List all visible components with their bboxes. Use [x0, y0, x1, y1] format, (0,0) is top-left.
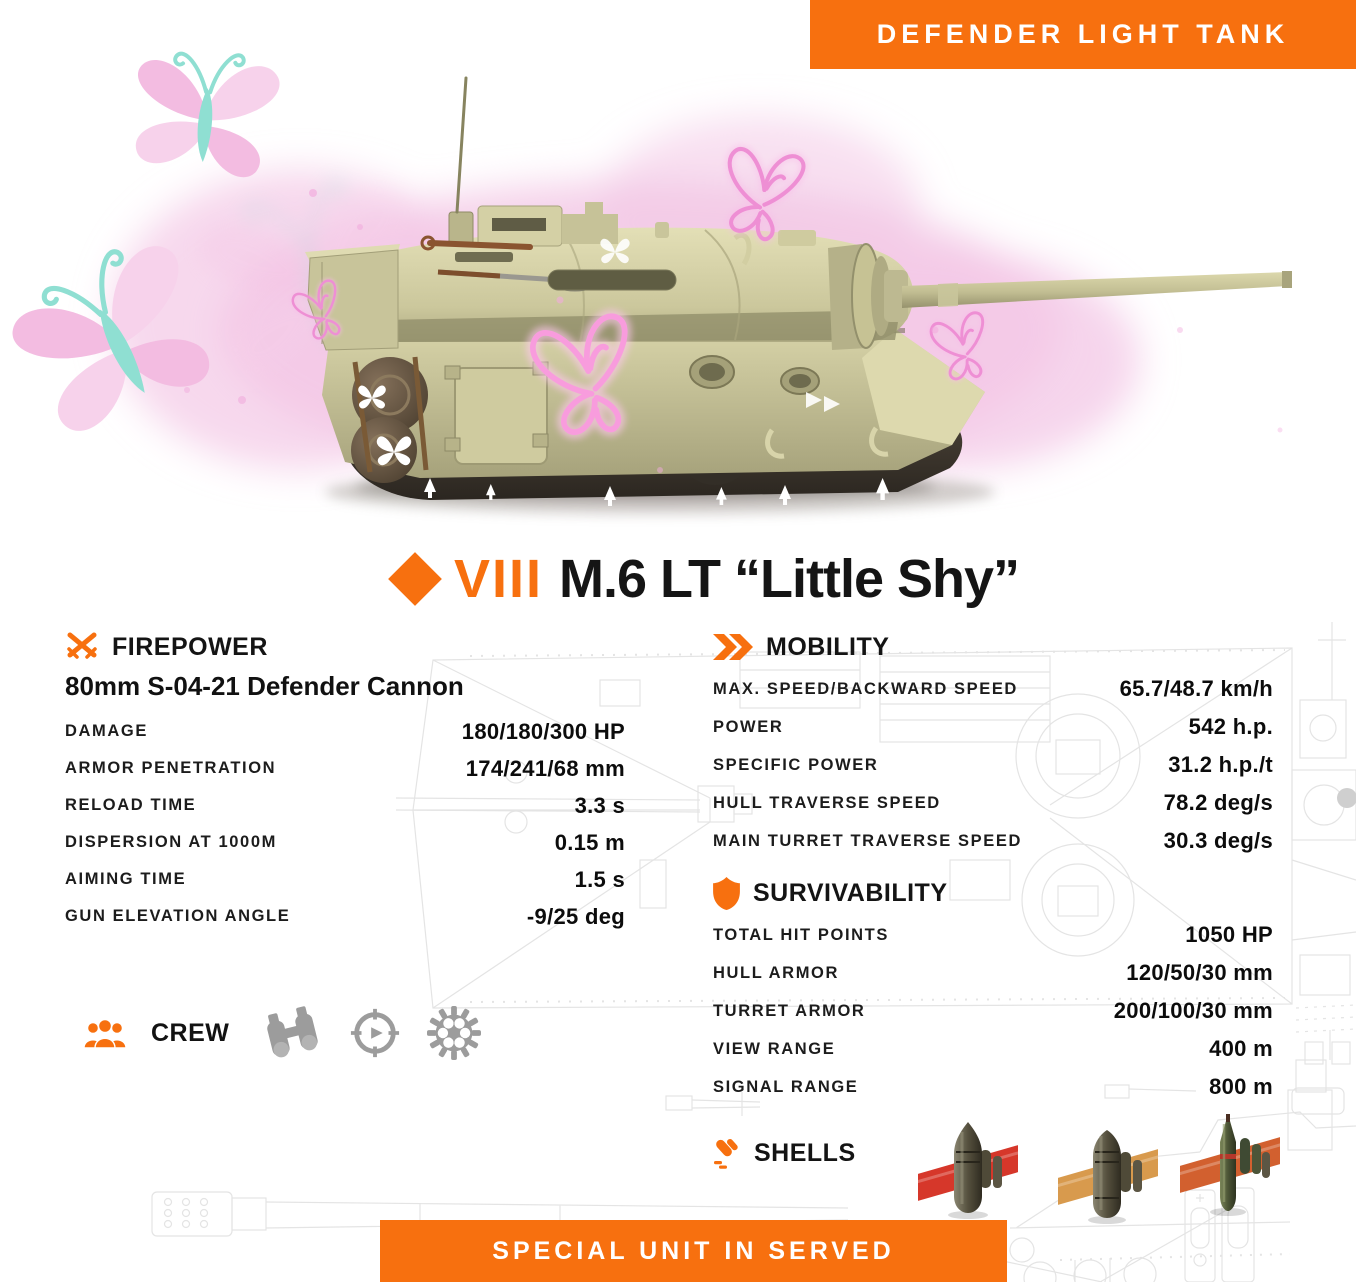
tank-tarp-roll: [351, 417, 417, 483]
gunsight-icon: [349, 1007, 401, 1059]
stat-label: HULL ARMOR: [713, 963, 839, 982]
mobility-rows: [713, 670, 1273, 860]
stat-row: [713, 822, 1273, 860]
apcr-shell-icon: [1058, 1122, 1158, 1227]
crew-skill-icons: [261, 1006, 481, 1060]
crossed-swords-icon: [65, 632, 99, 662]
stat-row: [713, 916, 1273, 954]
survivability-header: [713, 874, 1273, 912]
mobility-label: MOBILITY: [766, 632, 890, 661]
stat-value: 200/100/30 mm: [1113, 998, 1273, 1023]
tank-antenna: [457, 78, 466, 212]
stat-value: 65.7/48.7 km/h: [1119, 676, 1273, 701]
stat-value: 542 h.p.: [1188, 714, 1273, 739]
top-banner-label: DEFENDER LIGHT TANK: [876, 19, 1290, 49]
stat-label: AIMING TIME: [65, 870, 187, 888]
stat-value: 180/180/300 HP: [461, 718, 625, 744]
stat-value: 0.15 m: [554, 829, 625, 855]
stat-row: [713, 992, 1273, 1030]
firepower-rows: [65, 713, 625, 935]
stat-value: 31.2 h.p./t: [1168, 752, 1273, 777]
ap-shell-icon: [918, 1116, 1018, 1221]
stat-row: [65, 750, 625, 787]
stat-value: 120/50/30 mm: [1126, 960, 1273, 985]
tier-label: VIII: [454, 549, 544, 609]
firepower-section: [65, 628, 625, 1061]
stat-label: GUN ELEVATION ANGLE: [65, 907, 291, 925]
shield-icon: [713, 877, 740, 910]
double-chevron-icon: [713, 634, 753, 660]
stat-value: 1.5 s: [574, 866, 625, 892]
stat-value: 1050 HP: [1185, 922, 1273, 947]
stat-row: [713, 1068, 1273, 1106]
stat-value: 400 m: [1209, 1036, 1273, 1061]
crew-section: [65, 1005, 625, 1061]
stat-label: MAX. SPEED/BACKWARD SPEED: [713, 679, 1018, 698]
bottom-banner: [380, 1220, 1007, 1282]
stat-value: 30.3 deg/s: [1163, 828, 1273, 853]
title-row: [396, 546, 1019, 612]
firepower-header: [65, 628, 625, 666]
stat-label: HULL TRAVERSE SPEED: [713, 793, 941, 812]
stat-label: DAMAGE: [65, 722, 148, 740]
stat-row: [65, 898, 625, 935]
survivability-label: SURVIVABILITY: [753, 878, 948, 907]
stat-row: [65, 861, 625, 898]
gear-icon: [427, 1006, 481, 1060]
crew-icon: [83, 1017, 127, 1049]
diamond-icon: [388, 552, 442, 606]
gun-name: 80mm S-04-21 Defender Cannon: [65, 671, 464, 701]
top-banner: [810, 0, 1356, 69]
bottom-banner-label: SPECIAL UNIT IN SERVED: [492, 1236, 895, 1265]
stat-row: [713, 708, 1273, 746]
stat-label: MAIN TURRET TRAVERSE SPEED: [713, 831, 1022, 850]
stat-label: SPECIFIC POWER: [713, 755, 879, 774]
right-column: [713, 628, 1273, 1172]
shells-icon: [713, 1137, 741, 1169]
stat-row: [713, 954, 1273, 992]
stat-label: ARMOR PENETRATION: [65, 759, 277, 777]
he-shell-icon: [1180, 1112, 1280, 1217]
stat-value: 3.3 s: [574, 792, 625, 818]
stat-row: [65, 787, 625, 824]
stat-label: POWER: [713, 717, 784, 736]
butterfly-icon: [128, 45, 282, 180]
stat-value: 800 m: [1209, 1074, 1273, 1099]
tank-illustration: [0, 0, 1356, 560]
crew-label: CREW: [151, 1018, 230, 1047]
mobility-header: [713, 628, 1273, 666]
shells-label: SHELLS: [754, 1138, 856, 1167]
stat-label: TURRET ARMOR: [713, 1001, 866, 1020]
stat-row: [65, 713, 625, 750]
stat-row: [713, 1030, 1273, 1068]
stat-label: DISPERSION AT 1000M: [65, 833, 277, 851]
stat-row: [65, 824, 625, 861]
stat-label: RELOAD TIME: [65, 796, 197, 814]
stat-label: VIEW RANGE: [713, 1039, 836, 1058]
binoculars-icon: [261, 1006, 323, 1060]
stat-row: [713, 746, 1273, 784]
firepower-label: FIREPOWER: [112, 632, 268, 661]
survivability-rows: [713, 916, 1273, 1106]
tank-name: M.6 LT “Little Shy”: [559, 549, 1020, 609]
stat-row: [713, 784, 1273, 822]
stat-label: SIGNAL RANGE: [713, 1077, 859, 1096]
stat-value: -9/25 deg: [526, 903, 625, 929]
stat-row: [713, 670, 1273, 708]
stat-label: TOTAL HIT POINTS: [713, 925, 889, 944]
stat-value: 174/241/68 mm: [465, 755, 625, 781]
stat-value: 78.2 deg/s: [1163, 790, 1273, 815]
